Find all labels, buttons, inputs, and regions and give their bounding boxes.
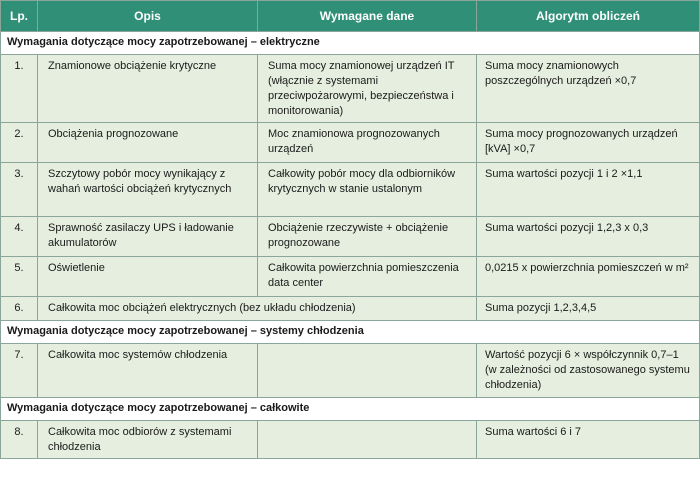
section-title: Wymagania dotyczące mocy zapotrzebowanej – systemy chłodzenia <box>1 321 700 344</box>
table-row <box>1 217 700 257</box>
row-opis: Całkowita moc systemów chłodzenia <box>38 344 258 398</box>
section-title: Wymagania dotyczące mocy zapotrzebowanej – całkowite <box>1 397 700 420</box>
table-row <box>1 420 700 459</box>
section-header-cooling <box>1 321 700 344</box>
table-row <box>1 55 700 123</box>
row-opis: Całkowita moc odbiorów z systemami chłodzenia <box>38 420 258 459</box>
row-dane: Suma mocy znamionowej urządzeń IT (włącznie z systemami przeciwpożarowymi, bezpieczeństwa i monitorowania) <box>258 55 477 123</box>
table-row <box>1 163 700 217</box>
row-opis: Sprawność zasilaczy UPS i ładowanie akumulatorów <box>38 217 258 257</box>
table-row <box>1 257 700 297</box>
header-opis: Opis <box>38 1 258 32</box>
row-dane: Całkowita powierzchnia pomieszczenia data center <box>258 257 477 297</box>
row-algorytm: Suma mocy prognozowanych urządzeń [kVA] ×0,7 <box>477 123 700 163</box>
row-dane <box>258 344 477 398</box>
row-opis: Obciążenia prognozowane <box>38 123 258 163</box>
table-row <box>1 123 700 163</box>
row-dane <box>258 420 477 459</box>
row-opis: Szczytowy pobór mocy wynikający z wahań wartości obciążeń krytycznych <box>38 163 258 217</box>
header-algorytm: Algorytm obliczeń <box>477 1 700 32</box>
section-title: Wymagania dotyczące mocy zapotrzebowanej – elektryczne <box>1 32 700 55</box>
row-algorytm: Suma wartości 6 i 7 <box>477 420 700 459</box>
row-opis: Całkowita moc obciążeń elektrycznych (bez układu chłodzenia) <box>38 297 477 321</box>
row-dane: Obciążenie rzeczywiste + obciążenie prognozowane <box>258 217 477 257</box>
row-algorytm: 0,0215 x powierzchnia pomieszczeń w m² <box>477 257 700 297</box>
row-lp: 5. <box>1 257 38 297</box>
header-lp: Lp. <box>1 1 38 32</box>
row-dane: Moc znamionowa prognozowanych urządzeń <box>258 123 477 163</box>
row-lp: 2. <box>1 123 38 163</box>
row-lp: 6. <box>1 297 38 321</box>
row-algorytm: Suma mocy znamionowych poszczególnych urządzeń ×0,7 <box>477 55 700 123</box>
table-row <box>1 297 700 321</box>
row-dane: Całkowity pobór mocy dla odbiorników krytycznych w stanie ustalonym <box>258 163 477 217</box>
row-algorytm: Wartość pozycji 6 × współczynnik 0,7–1 (w zależności od zastosowanego systemu chłodzenia) <box>477 344 700 398</box>
row-lp: 3. <box>1 163 38 217</box>
row-algorytm: Suma wartości pozycji 1,2,3 x 0,3 <box>477 217 700 257</box>
row-lp: 4. <box>1 217 38 257</box>
row-lp: 7. <box>1 344 38 398</box>
section-header-electric <box>1 32 700 55</box>
table-header-row <box>1 1 700 32</box>
row-opis: Oświetlenie <box>38 257 258 297</box>
row-algorytm: Suma wartości pozycji 1 i 2 ×1,1 <box>477 163 700 217</box>
row-opis: Znamionowe obciążenie krytyczne <box>38 55 258 123</box>
section-header-total <box>1 397 700 420</box>
row-algorytm: Suma pozycji 1,2,3,4,5 <box>477 297 700 321</box>
row-lp: 8. <box>1 420 38 459</box>
row-lp: 1. <box>1 55 38 123</box>
table-row <box>1 344 700 398</box>
header-wymagane-dane: Wymagane dane <box>258 1 477 32</box>
